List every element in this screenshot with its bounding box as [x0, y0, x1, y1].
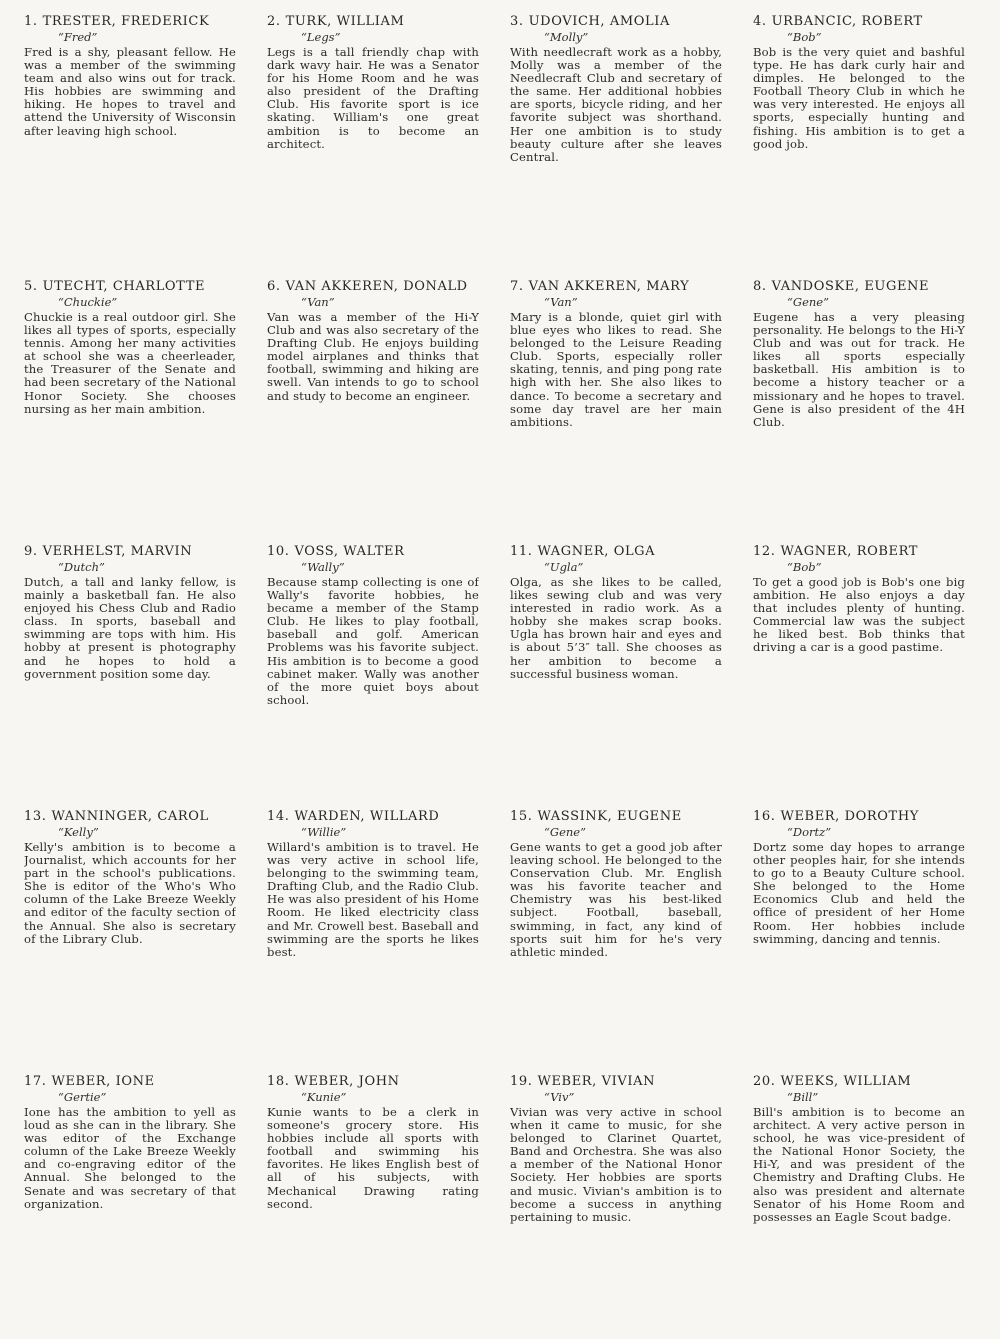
- entry-heading: [24, 279, 236, 294]
- entry: [24, 14, 236, 279]
- entry-heading: [24, 544, 236, 559]
- entry-nickname: “Kunie”: [301, 1090, 347, 1104]
- entry-name: WAGNER, ROBERT: [780, 544, 919, 559]
- entry-nickname: “Viv”: [544, 1090, 575, 1104]
- entry-nickname: “Gertie”: [58, 1090, 107, 1104]
- entry-nickname: “Ugla”: [544, 560, 584, 574]
- entry: [267, 544, 479, 809]
- entry-nickname: “Bob”: [787, 30, 822, 44]
- entry-name: WEBER, IONE: [51, 1074, 155, 1089]
- entry-bio: Legs is a tall friendly chap with dark wavy hair. He was a Senator for his Home Room and he was also president of the Drafting Club. His favorite sport is ice skating. William's one great ambition is to become an architect.: [267, 45, 479, 151]
- entry: [267, 14, 479, 279]
- entry-heading: [24, 809, 236, 824]
- entry-number: 6.: [267, 279, 281, 294]
- entry-name: WANNINGER, CAROL: [51, 809, 209, 824]
- entry-number: 8.: [753, 279, 767, 294]
- entry: [510, 809, 722, 1074]
- entry-name: UDOVICH, AMOLIA: [528, 14, 671, 29]
- entry-nickname: “Bill”: [787, 1090, 819, 1104]
- entry-heading: [267, 544, 479, 559]
- entry-nickname: “Van”: [544, 295, 578, 309]
- entry: [267, 809, 479, 1074]
- entry-bio: Bill's ambition is to become an architect. A very active person in school, he was vice-president of the National Honor Society, the Hi-Y, and was president of the Chemistry and Drafting Clubs. He also was president and alternate Senator of his Home Room and possesses an Eagle Scout badge.: [753, 1105, 965, 1224]
- entry: [753, 279, 965, 544]
- entry-nickname: “Dortz”: [787, 825, 832, 839]
- entry-bio: Olga, as she likes to be called, likes sewing club and was very interested in radio work. As a hobby she makes scrap books. Ugla has brown hair and eyes and is about 5’3″ tall. She chooses as her ambition to become a successful business woman.: [510, 575, 722, 681]
- entry-nickname: “Van”: [301, 295, 335, 309]
- entry-name: VAN AKKEREN, DONALD: [285, 279, 468, 294]
- entry-nickname: “Molly”: [544, 30, 589, 44]
- entry-bio: Fred is a shy, pleasant fellow. He was a member of the swimming team and also wins out for track. His hobbies are swimming and hiking. He hopes to travel and attend the University of Wisconsin after leaving high school.: [24, 45, 236, 138]
- entry-name: WEEKS, WILLIAM: [780, 1074, 912, 1089]
- entry-name: VERHELST, MARVIN: [42, 544, 193, 559]
- entry-name: URBANCIC, ROBERT: [771, 14, 923, 29]
- entry-number: 5.: [24, 279, 38, 294]
- entry-heading: [267, 279, 479, 294]
- entry-number: 13.: [24, 809, 47, 824]
- entry-number: 11.: [510, 544, 533, 559]
- entry-heading: [510, 279, 722, 294]
- entry-bio: Van was a member of the Hi-Y Club and was also secretary of the Drafting Club. He enjoys building model airplanes and thinks that football, swimming and hiking are swell. Van intends to go to school and study to become an engineer.: [267, 310, 479, 403]
- entry: [24, 809, 236, 1074]
- entry-name: VOSS, WALTER: [294, 544, 405, 559]
- entry-heading: [753, 279, 965, 294]
- entry-bio: Vivian was very active in school when it came to music, for she belonged to Clarinet Quartet, Band and Orchestra. She was also a member of the National Honor Society. Her hobbies are sports and music. Vivian's ambition is to become a success in anything pertaining to music.: [510, 1105, 722, 1224]
- entry-heading: [24, 14, 236, 29]
- entry: [510, 14, 722, 279]
- entry-number: 20.: [753, 1074, 776, 1089]
- entry-bio: Gene wants to get a good job after leaving school. He belonged to the Conservation Club. Mr. English was his favorite teacher and Chemistry was his best-liked subject. Football, baseball, swimming, in fact, any kind of sports suit him for he's very athletic minded.: [510, 840, 722, 959]
- entry-heading: [753, 1074, 965, 1089]
- entry-name: WAGNER, OLGA: [537, 544, 656, 559]
- entry-heading: [510, 809, 722, 824]
- entry-nickname: “Gene”: [544, 825, 586, 839]
- entry: [24, 279, 236, 544]
- senior-entries-grid: [24, 14, 984, 1339]
- entry-number: 12.: [753, 544, 776, 559]
- entry-nickname: “Kelly”: [58, 825, 99, 839]
- entry-heading: [753, 809, 965, 824]
- entry-bio: Bob is the very quiet and bashful type. He has dark curly hair and dimples. He belonged to the Football Theory Club in which he was very interested. He enjoys all sports, especially hunting and fishing. His ambition is to get a good job.: [753, 45, 965, 151]
- entry-bio: Ione has the ambition to yell as loud as she can in the library. She was editor of the Exchange column of the Lake Breeze Weekly and co-engraving editor of the Annual. She belonged to the Senate and was secretary of that organization.: [24, 1105, 236, 1211]
- entry-bio: Willard's ambition is to travel. He was very active in school life, belonging to the swimming team, Drafting Club, and the Radio Club. He was also president of his Home Room. He liked electricity class and Mr. Crowell best. Baseball and swimming are the sports he likes best.: [267, 840, 479, 959]
- entry-nickname: “Legs”: [301, 30, 341, 44]
- entry: [267, 1074, 479, 1339]
- entry-bio: Eugene has a very pleasing personality. He belongs to the Hi-Y Club and was out for track. He likes all sports especially basketball. His ambition is to become a history teacher or a missionary and he hopes to travel. Gene is also president of the 4H Club.: [753, 310, 965, 429]
- entry-number: 15.: [510, 809, 533, 824]
- entry-name: WARDEN, WILLARD: [294, 809, 440, 824]
- entry-bio: Mary is a blonde, quiet girl with blue eyes who likes to read. She belonged to the Leisure Reading Club. Sports, especially roller skating, tennis, and ping pong rate high with her. She also likes to dance. To become a secretary and some day travel are her main ambitions.: [510, 310, 722, 429]
- entry-name: TURK, WILLIAM: [285, 14, 405, 29]
- entry-nickname: “Chuckie”: [58, 295, 118, 309]
- entry-number: 18.: [267, 1074, 290, 1089]
- entry-bio: With needlecraft work as a hobby, Molly was a member of the Needlecraft Club and secretary of the same. Her additional hobbies are sports, bicycle riding, and her favorite subject was shorthand. Her one ambition is to study beauty culture after she leaves Central.: [510, 45, 722, 164]
- entry-name: WASSINK, EUGENE: [537, 809, 682, 824]
- entry: [510, 279, 722, 544]
- entry-nickname: “Dutch”: [58, 560, 105, 574]
- entry-bio: Dortz some day hopes to arrange other peoples hair, for she intends to go to a Beauty Culture school. She belonged to the Home Economics Club and held the office of president of her Home Room. Her hobbies include swimming, dancing and tennis.: [753, 840, 965, 946]
- entry-number: 17.: [24, 1074, 47, 1089]
- entry-number: 10.: [267, 544, 290, 559]
- entry-name: WEBER, JOHN: [294, 1074, 400, 1089]
- entry-heading: [753, 544, 965, 559]
- entry-bio: To get a good job is Bob's one big ambition. He also enjoys a day that includes plenty of hunting. Commercial law was the subject he liked best. Bob thinks that driving a car is a good pastime.: [753, 575, 965, 655]
- entry-number: 16.: [753, 809, 776, 824]
- entry-nickname: “Fred”: [58, 30, 98, 44]
- entry: [753, 1074, 965, 1339]
- entry-name: UTECHT, CHARLOTTE: [42, 279, 206, 294]
- entry-number: 1.: [24, 14, 38, 29]
- entry-heading: [24, 1074, 236, 1089]
- entry: [267, 279, 479, 544]
- entry-heading: [753, 14, 965, 29]
- entry-number: 3.: [510, 14, 524, 29]
- entry-nickname: “Bob”: [787, 560, 822, 574]
- entry-nickname: “Gene”: [787, 295, 829, 309]
- entry-bio: Kunie wants to be a clerk in someone's grocery store. His hobbies include all sports with football and swimming his favorites. He likes English best of all of his subjects, with Mechanical Drawing rating second.: [267, 1105, 479, 1211]
- entry: [24, 544, 236, 809]
- entry: [753, 14, 965, 279]
- entry-heading: [510, 1074, 722, 1089]
- entry-name: WEBER, DOROTHY: [780, 809, 919, 824]
- entry-heading: [510, 544, 722, 559]
- entry-heading: [267, 14, 479, 29]
- entry-bio: Kelly's ambition is to become a Journalist, which accounts for her part in the school's publications. She is editor of the Who's Who column of the Lake Breeze Weekly and editor of the faculty section of the Annual. She also is secretary of the Library Club.: [24, 840, 236, 946]
- entry: [510, 1074, 722, 1339]
- entry: [753, 809, 965, 1074]
- entry-name: WEBER, VIVIAN: [537, 1074, 656, 1089]
- entry-heading: [267, 809, 479, 824]
- entry-name: VANDOSKE, EUGENE: [771, 279, 930, 294]
- entry: [753, 544, 965, 809]
- entry: [510, 544, 722, 809]
- entry-nickname: “Wally”: [301, 560, 345, 574]
- entry-number: 9.: [24, 544, 38, 559]
- entry-bio: Dutch, a tall and lanky fellow, is mainly a basketball fan. He also enjoyed his Chess Club and Radio class. In sports, baseball and swimming are tops with him. His hobby at present is photography and he hopes to hold a government position some day.: [24, 575, 236, 681]
- entry-bio: Because stamp collecting is one of Wally's favorite hobbies, he became a member of the Stamp Club. He likes to play football, baseball and golf. American Problems was his favorite subject. His ambition is to become a good cabinet maker. Wally was another of the more quiet boys about school.: [267, 575, 479, 707]
- entry-name: VAN AKKEREN, MARY: [528, 279, 690, 294]
- entry-number: 7.: [510, 279, 524, 294]
- entry-heading: [267, 1074, 479, 1089]
- entry-number: 4.: [753, 14, 767, 29]
- entry-name: TRESTER, FREDERICK: [42, 14, 210, 29]
- entry-heading: [510, 14, 722, 29]
- entry-nickname: “Willie”: [301, 825, 347, 839]
- entry-number: 14.: [267, 809, 290, 824]
- entry: [24, 1074, 236, 1339]
- entry-number: 2.: [267, 14, 281, 29]
- entry-bio: Chuckie is a real outdoor girl. She likes all types of sports, especially tennis. Among her many activities at school she was a cheerleader, the Treasurer of the Senate and had been secretary of the National Honor Society. She chooses nursing as her main ambition.: [24, 310, 236, 416]
- entry-number: 19.: [510, 1074, 533, 1089]
